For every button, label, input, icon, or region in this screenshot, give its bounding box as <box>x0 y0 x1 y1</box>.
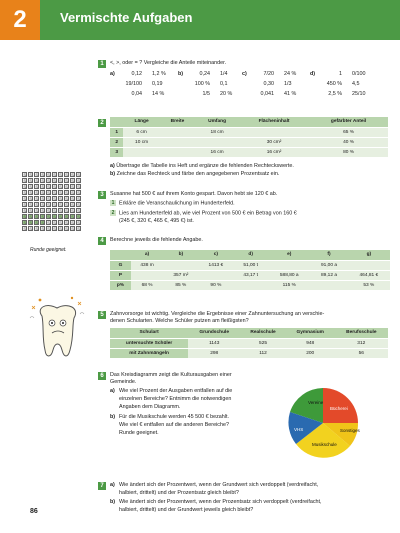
page-header <box>0 0 400 40</box>
pie-label-vhs: VHS <box>294 427 304 432</box>
table-header-cell: d) <box>233 250 268 260</box>
task-number: 7 <box>98 482 106 490</box>
task7-line: Wie ändert sich der Prozentwert, wenn der Grundwert sich verdoppelt (verdreifacht, <box>119 482 319 488</box>
task3-item-2-cont: (245 €, 320 €, 465 €, 495 €) ist. <box>119 218 194 224</box>
table-cell: 1413 € <box>198 260 233 270</box>
table-cell: 16 cm² <box>239 147 309 157</box>
task1-left-value: 0,30 <box>263 81 274 87</box>
task-number: 3 <box>98 191 106 199</box>
task4-intro: Berechne jeweils die fehlende Angabe. <box>110 237 203 243</box>
grid-cell: S <box>35 207 38 213</box>
grid-cell: S <box>23 177 27 183</box>
task1-left-value: 0,041 <box>260 91 274 97</box>
grid-cell: S <box>29 177 33 183</box>
grid-cell: S <box>71 177 74 183</box>
task1-left-value: 7/20 <box>263 71 274 77</box>
task7-line: halbiert, drittelt) und der Prozentsatz gleich bleibt? <box>119 490 239 496</box>
task2-part-a: a) Übertrage die Tabelle ins Heft und ergänze die fehlenden Rechteckswerte. <box>110 163 294 169</box>
grid-cell: S <box>29 195 33 201</box>
grid-cell: S <box>77 189 80 195</box>
task6-line: Angaben dem Diagramm. <box>119 404 181 410</box>
task1-right-value: 25/10 <box>352 91 366 97</box>
table-header-cell: Umfang <box>195 117 239 127</box>
grid-cell: S <box>65 183 68 189</box>
table-cell: 6 cm <box>123 127 159 137</box>
grid-cell: S <box>77 201 80 207</box>
task1-right-value: 14 % <box>152 91 165 97</box>
table-header-cell: e) <box>268 250 310 260</box>
grid-cell: S <box>41 225 44 231</box>
table-cell: 525 <box>240 338 286 348</box>
grid-cell: S <box>23 172 27 177</box>
grid-cell: S <box>41 219 44 225</box>
table-cell: 588,80 a <box>268 270 310 280</box>
grid-cell: S <box>29 172 33 177</box>
task1-group-label: d) <box>310 71 316 77</box>
tooth-illustration <box>28 296 86 366</box>
table-cell: 40 % <box>309 137 388 147</box>
grid-cell: S <box>47 183 50 189</box>
table-header-cell: Grundschule <box>188 328 240 338</box>
task2-table <box>110 117 388 158</box>
task1-left-value: 0,04 <box>131 91 142 97</box>
task6-line: einzelnen Bereiche? Entnimm die notwendigen <box>119 396 232 402</box>
grid-cell: S <box>35 213 38 219</box>
table-header-cell: Realschule <box>240 328 286 338</box>
task1-right-value: 1/4 <box>220 71 228 77</box>
task-number: 1 <box>98 60 106 68</box>
task1-left-value: 0,12 <box>131 71 142 77</box>
grid-cell: S <box>71 189 74 195</box>
grid-cell: S <box>71 213 74 219</box>
table-cell: 16 cm <box>195 147 239 157</box>
table-cell: 115 % <box>268 280 310 290</box>
table-cell: 3 <box>110 147 123 157</box>
table-cell: 10 cm <box>123 137 159 147</box>
table-header-cell: Flächeninhalt <box>239 117 309 127</box>
grid-cell: S <box>59 225 62 231</box>
culture-pie-chart <box>286 386 360 460</box>
grid-cell: S <box>35 177 38 183</box>
table-cell <box>239 127 309 137</box>
task5-intro-2: denen Schularten. Welche Schüler putzen am fleißigsten? <box>110 318 249 324</box>
table-header-cell: f) <box>310 250 347 260</box>
page-number: 86 <box>30 508 38 515</box>
grid-cell: S <box>71 207 74 213</box>
task6-line: a) <box>110 388 115 394</box>
grid-cell: S <box>77 225 80 231</box>
grid-cell: S <box>71 172 74 177</box>
table-row <box>110 147 388 157</box>
task1-group-label: a) <box>110 71 115 77</box>
table-cell <box>198 270 233 280</box>
task3-item-2: 2 Lies am Hunderterfeld ab, wie viel Prozent von 500 € ein Betrag von 160 € <box>111 210 297 217</box>
task6-line: Das Kreisdiagramm zeigt die Kulturausgaben einer <box>110 372 232 378</box>
task6-line: Für die Musikschule werden 45 500 € bezahlt. <box>119 414 229 420</box>
grid-cell: S <box>53 225 56 231</box>
grid-cell: S <box>53 177 56 183</box>
grid-cell: S <box>35 201 38 207</box>
table-cell: 30 cm² <box>239 137 309 147</box>
table-cell: 1 <box>110 127 123 137</box>
grid-cell: S <box>65 213 68 219</box>
task7-line: a) <box>110 482 115 488</box>
grid-cell: S <box>53 201 56 207</box>
table-cell <box>195 137 239 147</box>
grid-cell: S <box>77 207 80 213</box>
grid-cell: S <box>77 183 80 189</box>
grid-cell: S <box>71 201 74 207</box>
grid-cell: S <box>53 183 56 189</box>
task6-line: b) <box>110 414 116 420</box>
grid-cell: S <box>71 219 74 225</box>
grid-cell: S <box>23 195 27 201</box>
task1-right-value: 0/100 <box>352 71 366 77</box>
task4-table <box>110 250 390 291</box>
grid-cell: S <box>41 195 44 201</box>
table-header-cell <box>110 250 131 260</box>
grid-cell: S <box>59 219 62 225</box>
grid-cell: S <box>35 172 38 177</box>
grid-cell: S <box>59 201 62 207</box>
grid-cell: S <box>53 219 56 225</box>
grid-cell: S <box>35 219 38 225</box>
task1-left-value: 1/5 <box>202 91 210 97</box>
grid-cell: S <box>23 225 27 231</box>
grid-cell: S <box>77 219 80 225</box>
grid-cell: S <box>59 177 62 183</box>
table-cell <box>160 147 195 157</box>
grid-cell: S <box>23 183 27 189</box>
grid-cell: S <box>29 189 33 195</box>
task7-line: halbiert, drittelt) und der Grundwert jeweils gleich bleibt? <box>119 507 254 513</box>
grid-cell: S <box>29 213 33 219</box>
grid-cell: S <box>71 183 74 189</box>
grid-cell: S <box>77 195 80 201</box>
chapter-number: 2 <box>0 0 40 40</box>
grid-cell: S <box>35 189 38 195</box>
grid-cell: S <box>53 195 56 201</box>
grid-cell: S <box>53 189 56 195</box>
task-number: 2 <box>98 119 106 127</box>
grid-cell: S <box>47 195 50 201</box>
grid-cell: S <box>65 225 68 231</box>
table-cell: 80 % <box>309 147 388 157</box>
page-title: Vermischte Aufgaben <box>60 10 193 25</box>
grid-cell: S <box>47 172 50 177</box>
table-cell: G <box>110 260 131 270</box>
task1-right-value: 41 % <box>284 91 297 97</box>
table-cell: mit Zahnmängeln <box>110 348 188 358</box>
grid-cell: S <box>71 195 74 201</box>
grid-cell: S <box>53 207 56 213</box>
grid-cell: S <box>47 177 50 183</box>
table-header-cell: a) <box>131 250 163 260</box>
task6-line: Runde geeignet. <box>119 430 159 436</box>
task-number: 5 <box>98 311 106 319</box>
table-cell: 298 <box>188 348 240 358</box>
grid-cell: S <box>59 195 62 201</box>
table-cell: P <box>110 270 131 280</box>
task3-item-1: 1 Erkläre die Veranschaulichung im Hunderterfeld. <box>111 200 235 207</box>
grid-cell: S <box>47 225 50 231</box>
table-cell: 18 cm <box>195 127 239 137</box>
table-cell <box>163 260 198 270</box>
grid-cell: S <box>23 201 27 207</box>
table-cell: 200 <box>286 348 335 358</box>
grid-cell: S <box>29 219 33 225</box>
grid-cell: S <box>65 219 68 225</box>
pie-label-vereine: Vereine <box>308 400 324 405</box>
task1-left-value: 100 % <box>194 81 210 87</box>
grid-cell: S <box>65 207 68 213</box>
grid-caption: Runde geeignet. <box>30 247 67 253</box>
table-cell: 65 % <box>309 127 388 137</box>
table-cell <box>233 280 268 290</box>
grid-cell: S <box>47 219 50 225</box>
table-cell: 85 % <box>163 280 198 290</box>
task6-line: Wie viel Prozent der Ausgaben entfallen auf die <box>119 388 233 394</box>
grid-cell: S <box>65 172 68 177</box>
table-header-cell: b) <box>163 250 198 260</box>
task1-right-value: 4,5 <box>352 81 360 87</box>
task-number: 6 <box>98 372 106 380</box>
table-cell: 112 <box>240 348 286 358</box>
grid-cell: S <box>29 201 33 207</box>
table-cell: 1143 <box>188 338 240 348</box>
table-row <box>110 127 388 137</box>
task1-right-value: 0,1 <box>220 81 228 87</box>
hundred-grid <box>22 172 81 231</box>
grid-cell: S <box>65 201 68 207</box>
grid-cell: S <box>47 207 50 213</box>
task7-line: b) <box>110 499 116 505</box>
table-cell <box>348 260 390 270</box>
table-cell: 89,12 a <box>310 270 347 280</box>
task6-line: Gemeinde. <box>110 379 137 385</box>
grid-cell: S <box>23 213 27 219</box>
table-header-cell: gefärbter Anteil <box>309 117 388 127</box>
table-header-cell: Gymnasium <box>286 328 335 338</box>
table-header-cell: Berufsschule <box>335 328 388 338</box>
table-cell: p% <box>110 280 131 290</box>
table-cell <box>310 280 347 290</box>
grid-cell: S <box>53 172 56 177</box>
table-cell: 51,00 t <box>233 260 268 270</box>
table-cell: 438 m <box>131 260 163 270</box>
table-cell: 68 % <box>131 280 163 290</box>
grid-cell: S <box>59 207 62 213</box>
table-header-cell: g) <box>348 250 390 260</box>
pie-label-musikschule: Musikschule <box>312 442 337 447</box>
table-cell <box>123 147 159 157</box>
task1-left-value: 0,24 <box>199 71 210 77</box>
grid-cell: S <box>59 172 62 177</box>
task5-intro: Zahnvorsorge ist wichtig. Vergleiche die Ergebnisse einer Zahnuntersuchung an verschie- <box>110 311 325 317</box>
grid-cell: S <box>53 213 56 219</box>
grid-cell: S <box>77 172 80 177</box>
grid-cell: S <box>47 213 50 219</box>
table-header-cell: Länge <box>123 117 159 127</box>
task5-table <box>110 328 388 359</box>
table-row <box>110 338 388 348</box>
table-cell: 464,81 € <box>348 270 390 280</box>
grid-cell: S <box>41 189 44 195</box>
table-header-cell: c) <box>198 250 233 260</box>
table-cell: 357 m² <box>163 270 198 280</box>
grid-cell: S <box>35 195 38 201</box>
grid-cell: S <box>47 201 50 207</box>
task1-left-value: 2,5 % <box>328 91 342 97</box>
task3-intro: Susanne hat 500 € auf ihrem Konto gespart. Davon hebt sie 120 € ab. <box>110 191 278 197</box>
task1-group-label: c) <box>242 71 247 77</box>
grid-cell: S <box>23 189 27 195</box>
grid-cell: S <box>65 189 68 195</box>
table-cell: untersuchte Schüler <box>110 338 188 348</box>
task1-left-value: 1 <box>339 71 342 77</box>
table-cell: 56 <box>335 348 388 358</box>
grid-cell: S <box>65 195 68 201</box>
grid-cell: S <box>41 207 44 213</box>
table-row <box>110 260 390 270</box>
grid-cell: S <box>59 213 62 219</box>
table-cell: 91,00 a <box>310 260 347 270</box>
grid-cell: S <box>59 189 62 195</box>
task1-right-value: 1,2 % <box>152 71 166 77</box>
grid-cell: S <box>65 177 68 183</box>
grid-cell: S <box>41 177 44 183</box>
task1-right-value: 0,19 <box>152 81 163 87</box>
grid-cell: S <box>41 213 44 219</box>
pie-label-sonstiges: Sonstiges <box>340 428 360 433</box>
task1-intro: <, >, oder = ? Vergleiche die Anteile miteinander. <box>110 60 227 66</box>
grid-cell: S <box>29 183 33 189</box>
grid-cell: S <box>71 225 74 231</box>
task7-line: Wie ändert sich der Prozentwert, wenn der Prozentsatz sich verdoppelt (verdreifacht, <box>119 499 322 505</box>
table-cell: 53 % <box>348 280 390 290</box>
table-cell <box>160 137 195 147</box>
task1-left-value: 19/100 <box>125 81 142 87</box>
table-cell <box>160 127 195 137</box>
grid-cell: S <box>77 177 80 183</box>
grid-cell: S <box>41 201 44 207</box>
grid-cell: S <box>59 183 62 189</box>
task-number: 4 <box>98 237 106 245</box>
table-cell: 90 % <box>198 280 233 290</box>
grid-cell: S <box>23 219 27 225</box>
table-cell: 43,17 t <box>233 270 268 280</box>
grid-cell: S <box>41 172 44 177</box>
grid-cell: S <box>29 225 33 231</box>
grid-cell: S <box>35 183 38 189</box>
table-header-cell <box>110 117 123 127</box>
task1-group-label: b) <box>178 71 184 77</box>
task1-right-value: 20 % <box>220 91 233 97</box>
grid-cell: S <box>23 207 27 213</box>
grid-cell: S <box>41 183 44 189</box>
table-row <box>110 270 390 280</box>
table-header-cell: Schulart <box>110 328 188 338</box>
table-row <box>110 137 388 147</box>
grid-cell: S <box>29 207 33 213</box>
task6-line: Wie viel € entfallen auf die anderen Bereiche? <box>119 422 229 428</box>
task1-right-value: 1/3 <box>284 81 292 87</box>
table-cell <box>131 270 163 280</box>
task2-part-b: b) Zeichne das Rechteck und färbe den angegebenen Prozentsatz ein. <box>110 171 280 177</box>
task1-right-value: 24 % <box>284 71 297 77</box>
table-row <box>110 348 388 358</box>
table-cell: 312 <box>335 338 388 348</box>
task1-left-value: 450 % <box>326 81 342 87</box>
table-row <box>110 280 390 290</box>
table-cell: 2 <box>110 137 123 147</box>
grid-cell: S <box>47 189 50 195</box>
table-cell: 948 <box>286 338 335 348</box>
grid-cell: S <box>35 225 38 231</box>
table-header-cell: Breite <box>160 117 195 127</box>
pie-label-buecherei: Bücherei <box>330 406 348 411</box>
table-cell <box>268 260 310 270</box>
grid-cell: S <box>77 213 80 219</box>
